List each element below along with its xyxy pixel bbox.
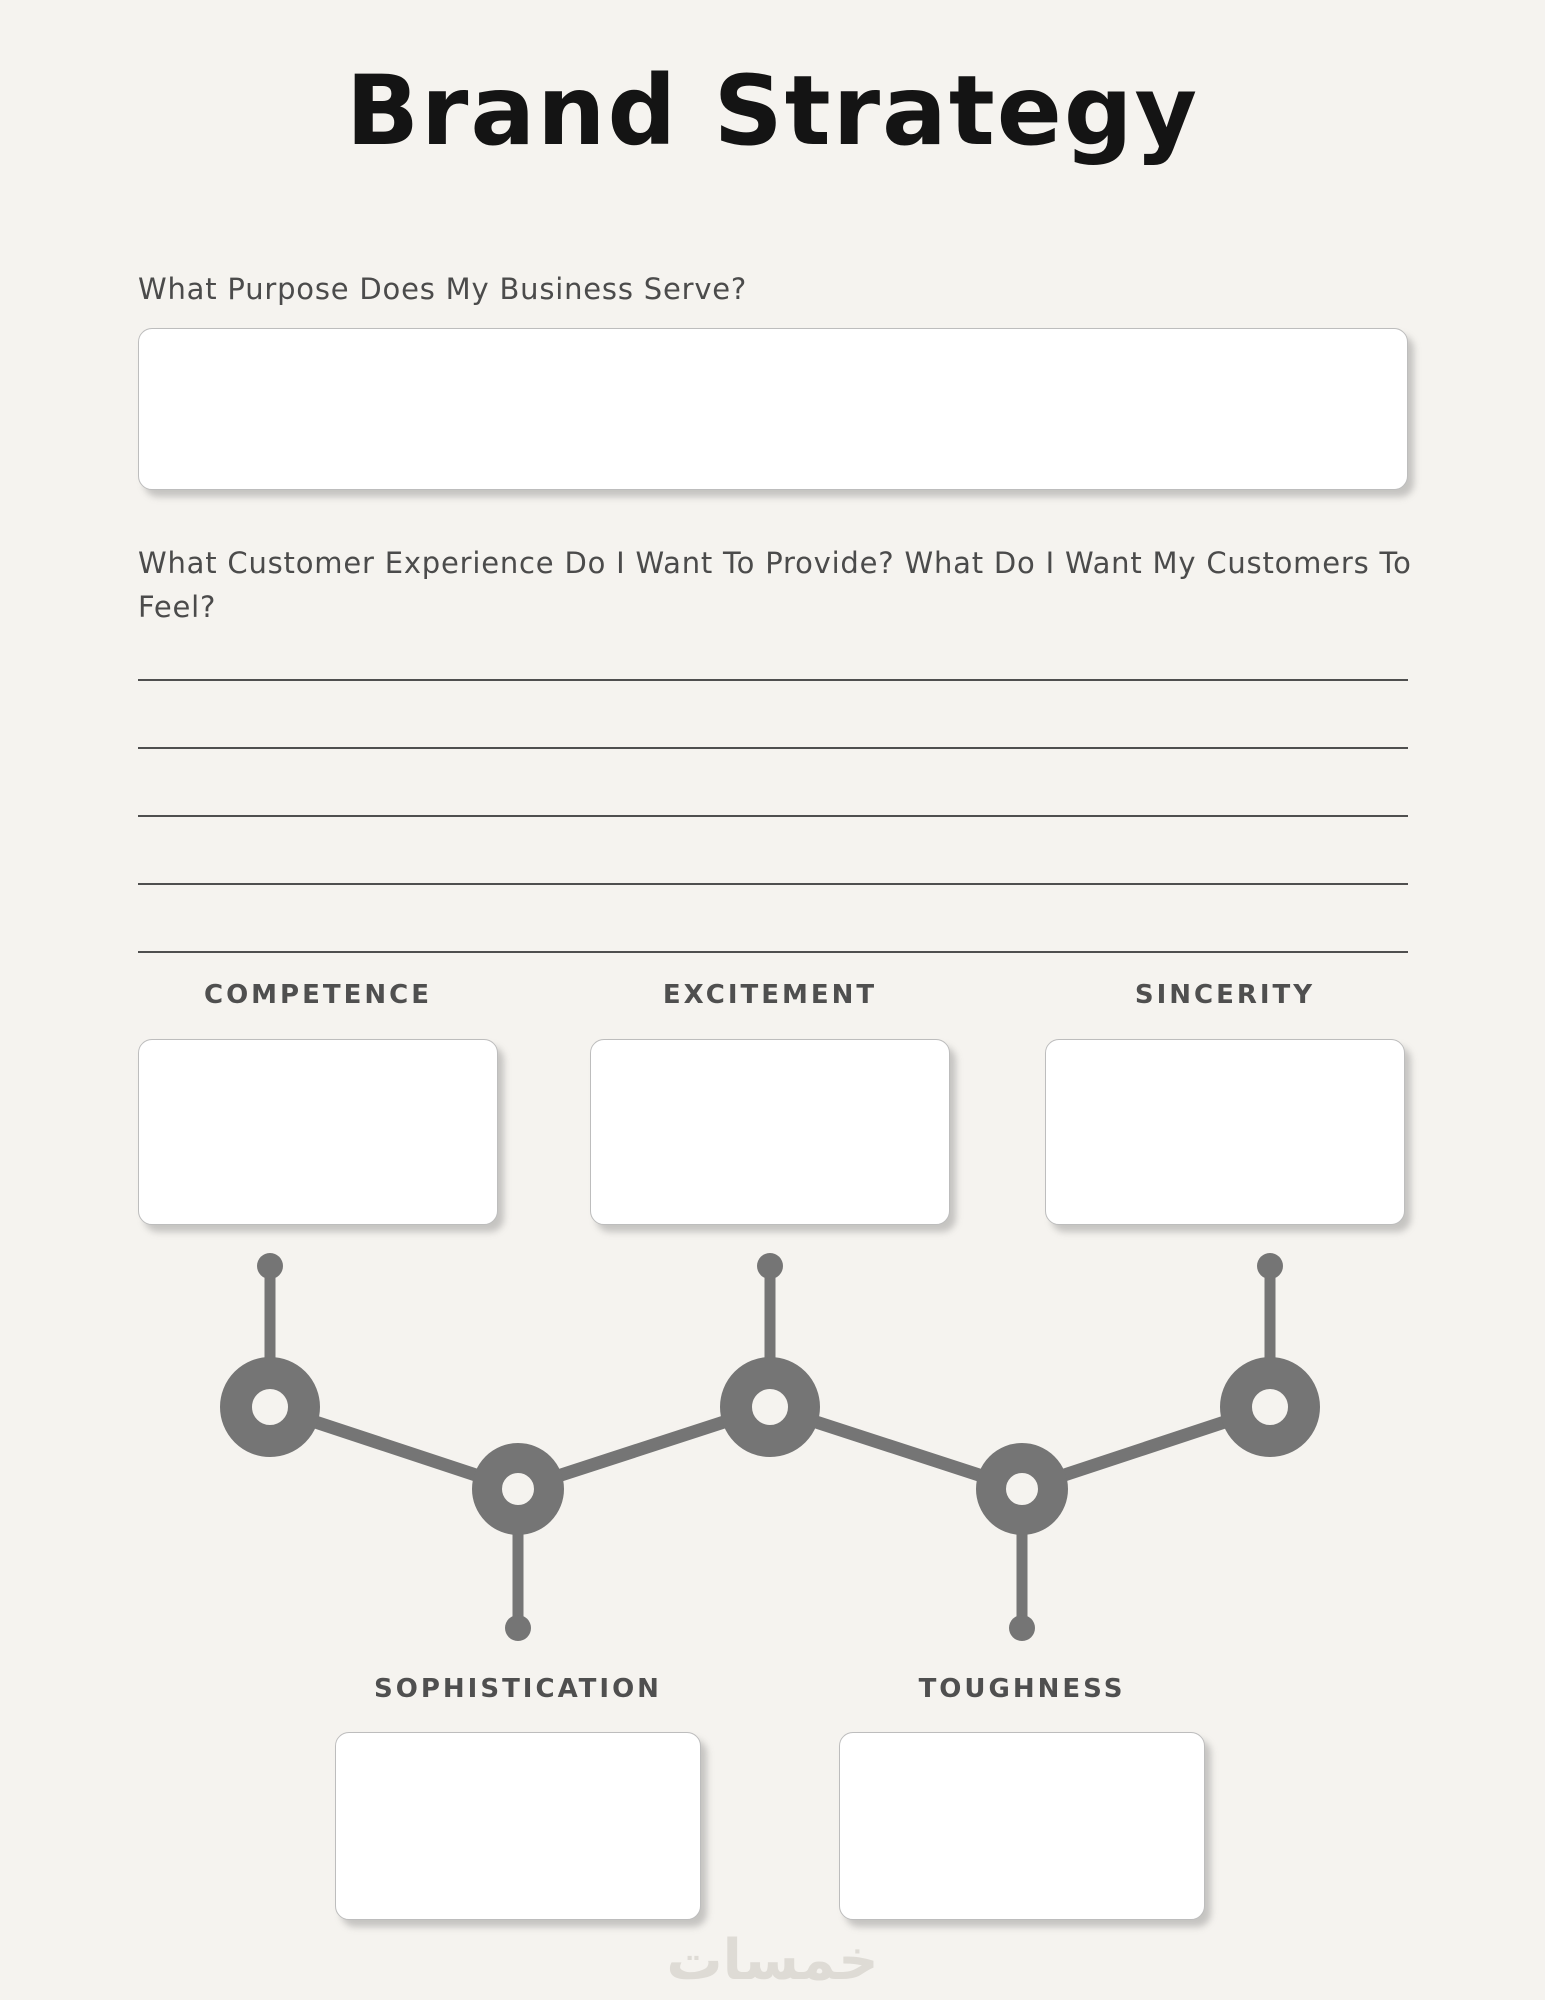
purpose-answer-box[interactable] bbox=[138, 328, 1408, 490]
sophistication-box[interactable] bbox=[335, 1732, 701, 1920]
page-title: Brand Strategy bbox=[345, 55, 1200, 167]
excitement-label: EXCITEMENT bbox=[662, 980, 878, 1010]
khamsat-watermark: خمسات bbox=[666, 1928, 879, 1993]
toughness-label: TOUGHNESS bbox=[918, 1674, 1126, 1704]
excitement-box[interactable] bbox=[590, 1039, 950, 1225]
node-sophistication-icon bbox=[487, 1458, 549, 1520]
brand-personality-diagram bbox=[0, 1228, 1545, 1668]
answer-line-5[interactable] bbox=[138, 951, 1408, 953]
answer-line-3[interactable] bbox=[138, 815, 1408, 817]
node-sincerity-icon bbox=[1236, 1373, 1304, 1441]
node-excitement-icon bbox=[736, 1373, 804, 1441]
answer-line-2[interactable] bbox=[138, 747, 1408, 749]
question-purpose-label: What Purpose Does My Business Serve? bbox=[138, 272, 748, 306]
node-toughness-icon bbox=[991, 1458, 1053, 1520]
question-experience-label: What Customer Experience Do I Want To Provide? What Do I Want My Customers To Feel? bbox=[138, 546, 1412, 624]
answer-line-4[interactable] bbox=[138, 883, 1408, 885]
sophistication-label: SOPHISTICATION bbox=[374, 1674, 662, 1704]
node-competence-icon bbox=[236, 1373, 304, 1441]
sincerity-label: SINCERITY bbox=[1134, 980, 1316, 1010]
sincerity-box[interactable] bbox=[1045, 1039, 1405, 1225]
toughness-box[interactable] bbox=[839, 1732, 1205, 1920]
answer-line-1[interactable] bbox=[138, 679, 1408, 681]
competence-label: COMPETENCE bbox=[204, 980, 432, 1010]
competence-box[interactable] bbox=[138, 1039, 498, 1225]
